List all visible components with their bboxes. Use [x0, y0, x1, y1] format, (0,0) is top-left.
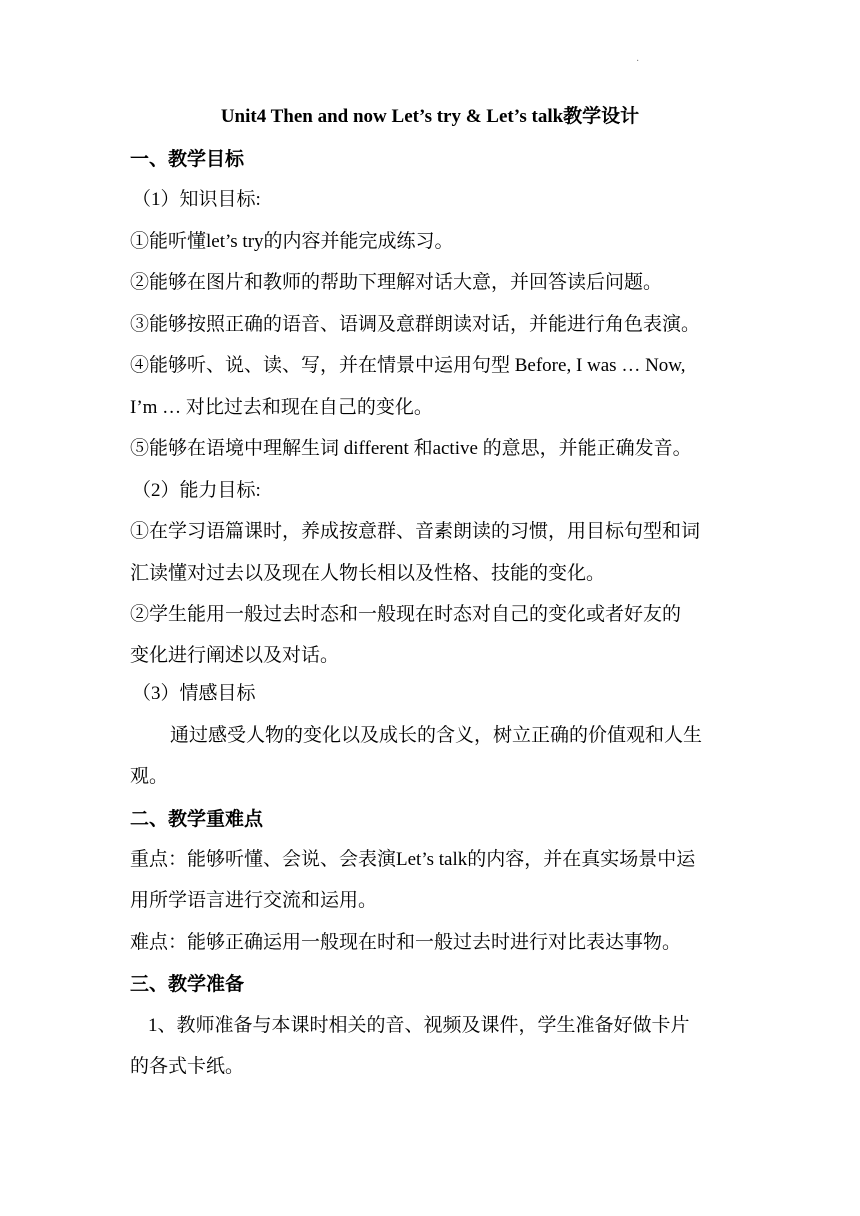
knowledge-goal-5: ⑤能够在语境中理解生词 different 和active 的意思，并能正确发音。	[130, 438, 692, 459]
key-point-line1: 重点：能够听懂、会说、会表演Let’s talk的内容，并在真实场景中运	[130, 849, 696, 870]
knowledge-goal-1: ①能听懂let’s try的内容并能完成练习。	[130, 231, 454, 252]
emotion-goal-line1: 通过感受人物的变化以及成长的含义，树立正确的价值观和人生	[170, 725, 703, 746]
preparation-line2: 的各式卡纸。	[130, 1056, 245, 1077]
knowledge-goal-2: ②能够在图片和教师的帮助下理解对话大意，并回答读后问题。	[130, 272, 663, 293]
subheading-emotion-goals: （3）情感目标	[132, 683, 256, 704]
difficult-point: 难点：能够正确运用一般现在时和一般过去时进行对比表达事物。	[130, 932, 682, 953]
knowledge-goal-3: ③能够按照正确的语音、语调及意群朗读对话，并能进行角色表演。	[130, 314, 701, 335]
key-point-line2: 用所学语言进行交流和运用。	[130, 890, 378, 911]
emotion-goal-line2: 观。	[130, 766, 169, 787]
section-heading-key-points: 二、教学重难点	[130, 808, 264, 830]
document-title: Unit4 Then and now Let’s try & Let’s talk教学设计	[220, 106, 640, 127]
ability-goal-1-line2: 汇读懂对过去以及现在人物长相以及性格、技能的变化。	[130, 563, 606, 584]
page-dot-mark: ·	[636, 56, 640, 67]
knowledge-goal-4-line1: ④能够听、说、读、写，并在情景中运用句型 Before, I was … Now,	[130, 355, 686, 376]
section-heading-goals: 一、教学目标	[130, 148, 245, 170]
preparation-line1: 1、教师准备与本课时相关的音、视频及课件，学生准备好做卡片	[148, 1015, 690, 1036]
subheading-knowledge-goals: （1）知识目标:	[132, 189, 261, 210]
subheading-ability-goals: （2）能力目标:	[132, 480, 261, 501]
ability-goal-2-line2: 变化进行阐述以及对话。	[130, 645, 340, 666]
ability-goal-2-line1: ②学生能用一般过去时态和一般现在时态对自己的变化或者好友的	[130, 604, 682, 625]
ability-goal-1-line1: ①在学习语篇课时，养成按意群、音素朗读的习惯，用目标句型和词	[130, 521, 701, 542]
knowledge-goal-4-line2: I’m … 对比过去和现在自己的变化。	[130, 397, 433, 418]
section-heading-preparation: 三、教学准备	[130, 973, 245, 995]
